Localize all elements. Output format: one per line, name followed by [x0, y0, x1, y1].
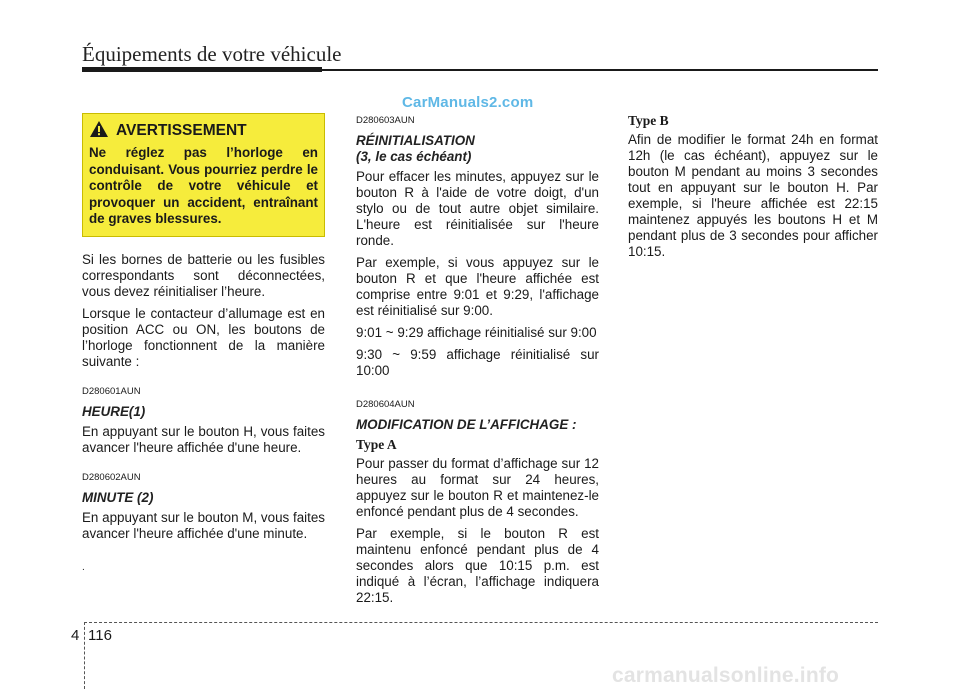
warning-header: [89, 120, 318, 142]
warning-triangle-icon: [89, 120, 109, 142]
header-rule-thick: [82, 67, 322, 72]
watermark-bottom: carmanualsonline.info: [612, 664, 840, 687]
type-a-heading: Type A: [356, 437, 397, 452]
section-subtitle-reset: (3, le cas échéant): [356, 149, 472, 164]
section-text-minute: En appuyant sur le bouton M, vous faites avancer l'heure affichée d'une minute.: [82, 509, 325, 541]
section-title-reset: RÉINITIALISATION: [356, 133, 475, 148]
section-text-hour: En appuyant sur le bouton H, vous faites avancer l'heure affichée d'une heure.: [82, 423, 325, 455]
section-code-reset: D280603AUN: [356, 115, 415, 126]
reset-paragraph-4: 9:30 ~ 9:59 affichage réinitialisé sur 10:00: [356, 347, 599, 378]
watermark-top: CarManuals2.com: [402, 94, 534, 111]
type-a-paragraph-1: Pour passer du format d’affichage sur 12 heures au format sur 24 heures, appuyez sur le bouton R et maintenez-le enfoncé pendant plus de 4 secondes.: [356, 456, 599, 519]
section-title-hour: HEURE(1): [82, 403, 146, 419]
warning-box: [82, 113, 325, 237]
section-code-display: D280604AUN: [356, 399, 415, 410]
reset-paragraph-3: 9:01 ~ 9:29 affichage réinitialisé sur 9:00: [356, 325, 597, 340]
section-code-hour: D280601AUN: [82, 385, 141, 397]
header-rule-thin: [322, 69, 878, 71]
type-a-paragraph-2: Par exemple, si le bouton R est maintenu enfoncé pendant plus de 4 secondes alors que 10:15 p.m. est indiqué à l’écran, l’affichage indiquera 22:15.: [356, 526, 599, 605]
section-code-minute: D280602AUN: [82, 471, 141, 483]
section-title-display: MODIFICATION DE L’AFFICHAGE :: [356, 417, 577, 432]
section-title-minute: MINUTE (2): [82, 489, 154, 505]
reset-paragraph-1: Pour effacer les minutes, appuyez sur le bouton R à l'aide de votre doigt, d'un stylo ou de tout autre objet similaire. L'heure est réinitialisée sur l'heure ronde.: [356, 169, 599, 248]
warning-text: Ne réglez pas l’horloge en conduisant. Vous pourriez perdre le contrôle de votre véhicule et provoquer un accident, entraînant de graves blessures.: [89, 145, 318, 226]
warning-title: AVERTISSEMENT: [116, 122, 247, 139]
page-chapter: 4: [71, 627, 80, 644]
footer-rule: [84, 622, 878, 623]
reset-paragraph-2: Par exemple, si vous appuyez sur le bouton R et que l'heure affichée est comprise entre 9:01 et 9:29, l'affichage est réinitialisé sur 9:00.: [356, 255, 599, 318]
type-b-heading: Type B: [628, 113, 669, 128]
intro-paragraph-1: Si les bornes de batterie ou les fusibles correspondants sont déconnectées, vous devez réinitialiser l’heure.: [82, 251, 325, 299]
footer-vertical-rule: [84, 622, 85, 689]
stray-dot: .: [82, 561, 85, 573]
column-3: [628, 113, 878, 266]
type-b-paragraph-1: Afin de modifier le format 24h en format 12h (le cas échéant), appuyez sur le bouton M pendant au moins 3 secondes tout en appuyant sur le bouton H. Par exemple, si l'heure affichée est 22:15 maintenez appuyés les boutons H et M pendant plus de 3 secondes pour afficher 10:15.: [628, 132, 878, 259]
page-header-title: Équipements de votre véhicule: [82, 42, 342, 66]
column-2: [356, 113, 599, 612]
intro-paragraph-2: Lorsque le contacteur d’allumage est en position ACC ou ON, les boutons de l’horloge fonctionnent de la manière suivante :: [82, 305, 325, 369]
column-1: [82, 113, 325, 576]
page-number: 116: [88, 627, 112, 644]
